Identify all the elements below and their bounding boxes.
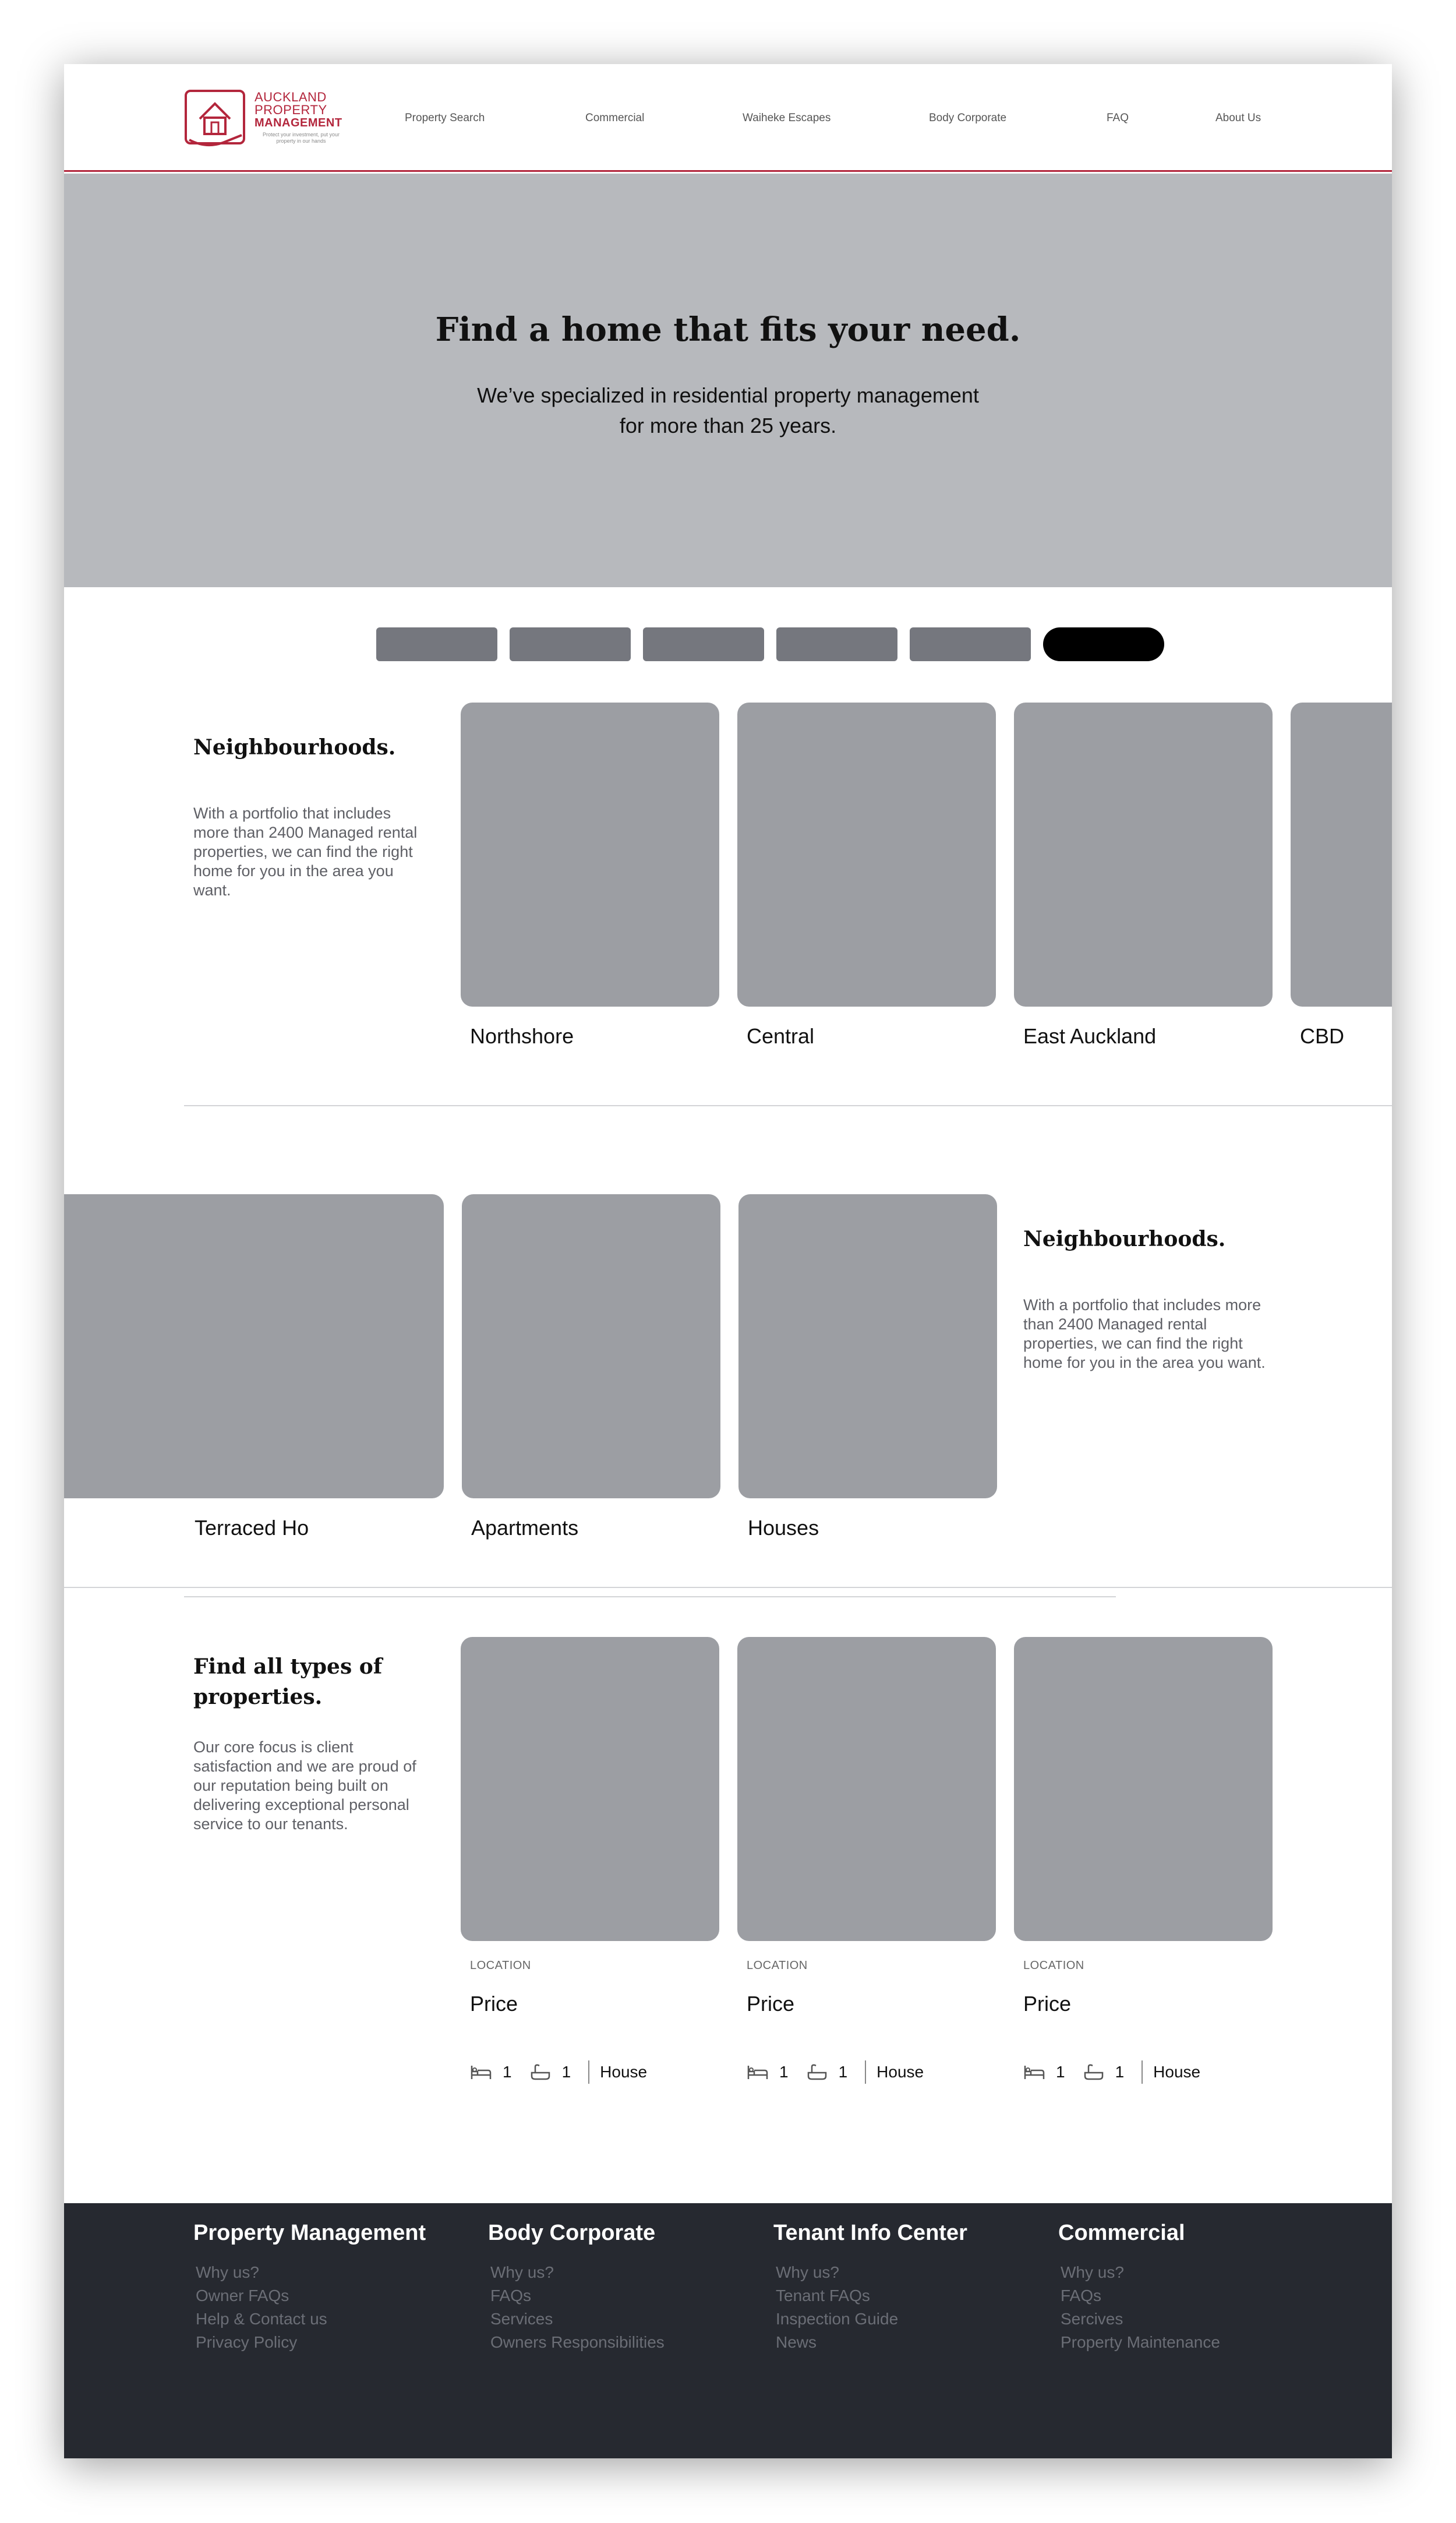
hero-subtitle: We’ve specialized in residential property management for more than 25 years. bbox=[477, 383, 979, 437]
listing-baths: 1 bbox=[561, 2063, 571, 2081]
type-card-image[interactable] bbox=[185, 1194, 444, 1498]
neighbourhood-card-image[interactable] bbox=[461, 703, 719, 1007]
footer-column-property-management bbox=[193, 2221, 426, 2354]
site-header bbox=[64, 64, 1392, 172]
bed-icon bbox=[470, 2063, 492, 2081]
logo[interactable] bbox=[183, 86, 349, 150]
listing-beds: 1 bbox=[1056, 2063, 1065, 2081]
nav-body-corporate[interactable]: Body Corporate bbox=[929, 112, 1007, 124]
search-filter-2[interactable] bbox=[510, 627, 631, 661]
neighbourhood-card-label[interactable]: East Auckland bbox=[1023, 1024, 1157, 1048]
footer-link[interactable]: Owner FAQs bbox=[196, 2286, 289, 2305]
neighbourhood-card-image[interactable] bbox=[1014, 703, 1273, 1007]
footer-link[interactable]: Why us? bbox=[776, 2263, 839, 2281]
footer-link[interactable]: Property Maintenance bbox=[1061, 2333, 1220, 2351]
nav-faq[interactable]: FAQ bbox=[1107, 112, 1129, 124]
neighbourhoods-title: Neighbourhoods. bbox=[193, 735, 396, 760]
site-footer bbox=[64, 2203, 1392, 2458]
hero-section bbox=[64, 174, 1392, 587]
search-filter-3[interactable] bbox=[643, 627, 764, 661]
type-card-image[interactable] bbox=[462, 1194, 720, 1498]
types-title: Neighbourhoods. bbox=[1023, 1227, 1226, 1251]
nav-commercial[interactable]: Commercial bbox=[585, 112, 645, 124]
listing-meta bbox=[747, 2060, 924, 2084]
nav-about-us[interactable]: About Us bbox=[1215, 112, 1261, 124]
type-card-label[interactable]: Apartments bbox=[471, 1516, 579, 1540]
listing-card-image[interactable] bbox=[461, 1637, 719, 1941]
listing-location: LOCATION bbox=[470, 1959, 531, 1972]
types-description: With a portfolio that includes more than 2400 Managed rental properties, we can find the right home for you in the area you want. bbox=[1023, 1296, 1266, 1371]
search-filter-1[interactable] bbox=[376, 627, 497, 661]
logo-line-1: AUCKLAND bbox=[255, 90, 327, 104]
properties-title: Find all types of properties. bbox=[193, 1654, 383, 1709]
bath-icon bbox=[1083, 2063, 1105, 2081]
footer-link[interactable]: Tenant FAQs bbox=[776, 2286, 870, 2305]
logo-tagline: Protect your investment, put your property in our hands bbox=[262, 132, 340, 144]
type-card-label[interactable]: Houses bbox=[748, 1516, 819, 1540]
type-card-image[interactable] bbox=[738, 1194, 997, 1498]
footer-link[interactable]: Sercives bbox=[1061, 2310, 1123, 2328]
meta-separator bbox=[1142, 2060, 1143, 2084]
footer-link[interactable]: Why us? bbox=[196, 2263, 259, 2281]
footer-link[interactable]: Help & Contact us bbox=[196, 2310, 327, 2328]
listing-type: House bbox=[600, 2063, 648, 2081]
listing-meta bbox=[470, 2060, 647, 2084]
bath-icon bbox=[806, 2063, 828, 2081]
footer-heading: Property Management bbox=[193, 2221, 426, 2245]
listing-beds: 1 bbox=[779, 2063, 789, 2081]
footer-column-tenant-info-center bbox=[773, 2221, 967, 2354]
footer-heading: Commercial bbox=[1058, 2221, 1185, 2245]
footer-link[interactable]: Services bbox=[490, 2310, 553, 2328]
footer-column-commercial bbox=[1058, 2221, 1220, 2354]
footer-link[interactable]: Owners Responsibilities bbox=[490, 2333, 665, 2351]
footer-link[interactable]: News bbox=[776, 2333, 817, 2351]
logo-line-3: MANAGEMENT bbox=[255, 117, 342, 129]
footer-link[interactable]: Why us? bbox=[490, 2263, 554, 2281]
neighbourhood-card-label[interactable]: CBD bbox=[1300, 1024, 1345, 1048]
footer-link[interactable]: Why us? bbox=[1061, 2263, 1124, 2281]
section-divider bbox=[184, 1105, 1392, 1106]
neighbourhood-card-label[interactable]: Northshore bbox=[470, 1024, 574, 1048]
listing-price[interactable]: Price bbox=[1023, 1992, 1072, 2016]
neighbourhood-card-image[interactable] bbox=[737, 703, 996, 1007]
logo-line-2: PROPERTY bbox=[255, 103, 327, 117]
search-filter-5[interactable] bbox=[910, 627, 1031, 661]
house-hand-logo-icon bbox=[183, 86, 248, 150]
section-divider bbox=[64, 1587, 1392, 1588]
listing-type: House bbox=[1153, 2063, 1201, 2081]
neighbourhood-card-image[interactable] bbox=[1291, 703, 1392, 1007]
listing-baths: 1 bbox=[838, 2063, 848, 2081]
footer-link[interactable]: FAQs bbox=[1061, 2286, 1102, 2305]
footer-column-body-corporate bbox=[488, 2221, 665, 2354]
bath-icon bbox=[529, 2063, 552, 2081]
listing-card-image[interactable] bbox=[737, 1637, 996, 1941]
properties-description: Our core focus is client satisfaction and we are proud of our reputation being built on delivering exceptional personal service to our tenants. bbox=[193, 1738, 416, 1833]
listing-card-image[interactable] bbox=[1014, 1637, 1273, 1941]
listing-location: LOCATION bbox=[747, 1959, 808, 1972]
neighbourhoods-description: With a portfolio that includes more than 2400 Managed rental properties, we can find the right home for you in the area you want. bbox=[193, 804, 418, 899]
meta-separator bbox=[865, 2060, 866, 2084]
listing-type: House bbox=[877, 2063, 924, 2081]
search-button[interactable] bbox=[1043, 627, 1164, 661]
search-bar bbox=[367, 617, 1174, 671]
listing-meta bbox=[1023, 2060, 1200, 2084]
footer-link[interactable]: Privacy Policy bbox=[196, 2333, 298, 2351]
search-filter-4[interactable] bbox=[776, 627, 897, 661]
hero-title: Find a home that fits your need. bbox=[435, 310, 1021, 349]
footer-link[interactable]: Inspection Guide bbox=[776, 2310, 899, 2328]
footer-heading: Body Corporate bbox=[488, 2221, 656, 2245]
listing-baths: 1 bbox=[1115, 2063, 1125, 2081]
type-card-label[interactable]: Terraced Ho bbox=[195, 1516, 309, 1540]
listing-price[interactable]: Price bbox=[470, 1992, 518, 2016]
nav-property-search[interactable]: Property Search bbox=[405, 112, 485, 124]
neighbourhood-card-label[interactable]: Central bbox=[747, 1024, 815, 1048]
listing-beds: 1 bbox=[503, 2063, 512, 2081]
page-frame bbox=[64, 64, 1392, 2458]
bed-icon bbox=[747, 2063, 769, 2081]
listing-location: LOCATION bbox=[1023, 1959, 1084, 1972]
nav-waiheke-escapes[interactable]: Waiheke Escapes bbox=[743, 112, 831, 124]
listing-price[interactable]: Price bbox=[747, 1992, 795, 2016]
bed-icon bbox=[1023, 2063, 1045, 2081]
footer-link[interactable]: FAQs bbox=[490, 2286, 532, 2305]
meta-separator bbox=[588, 2060, 589, 2084]
section-divider bbox=[184, 1596, 1116, 1597]
footer-heading: Tenant Info Center bbox=[773, 2221, 967, 2245]
